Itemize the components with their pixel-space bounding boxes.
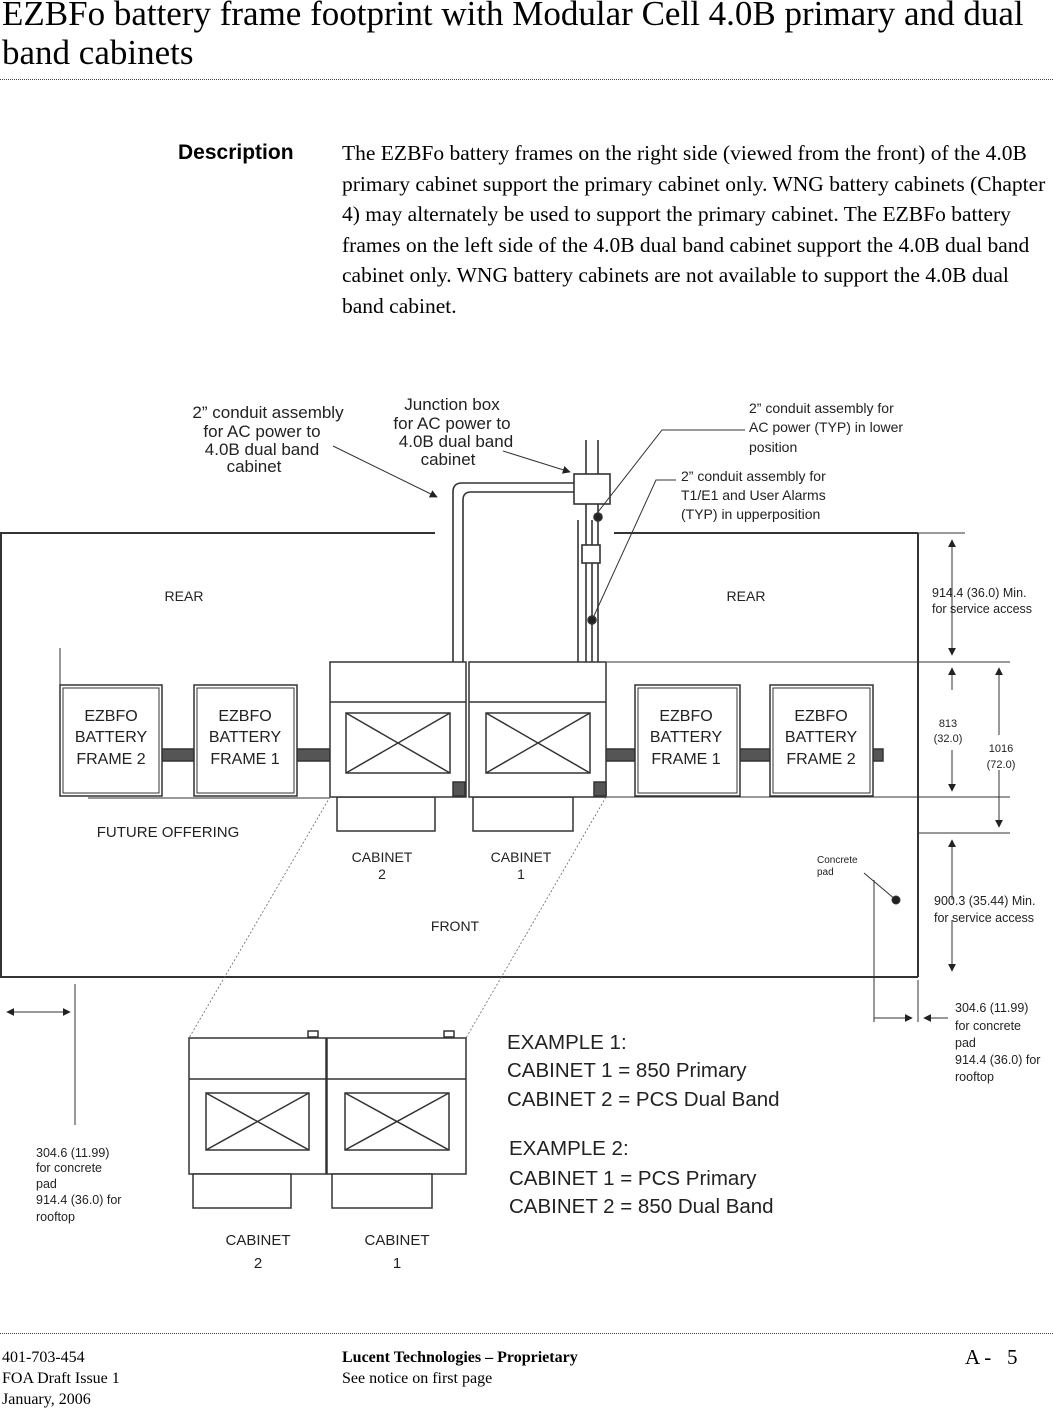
svg-text:(72.0): (72.0) bbox=[986, 759, 1016, 771]
svg-text:EXAMPLE 1:: EXAMPLE 1: bbox=[507, 1031, 627, 1054]
svg-text:CABINET 1 = PCS Primary: CABINET 1 = PCS Primary bbox=[509, 1167, 757, 1190]
header-rule bbox=[0, 79, 1053, 80]
svg-text:EZBFO: EZBFO bbox=[794, 708, 848, 725]
rear-left-label: REAR bbox=[164, 588, 204, 604]
footer-rule bbox=[0, 1333, 1053, 1334]
svg-text:pad: pad bbox=[36, 1177, 57, 1191]
page-title: EZBFo battery frame footprint with Modular Cell 4.0B primary and dual band cabinets bbox=[2, 0, 1024, 72]
svg-text:rooftop: rooftop bbox=[955, 1070, 994, 1084]
front-cabinet-2-label bbox=[225, 1232, 290, 1272]
svg-text:T1/E1 and User Alarms: T1/E1 and User Alarms bbox=[681, 487, 826, 503]
svg-text:CABINET: CABINET bbox=[351, 849, 413, 865]
doc-number: 401-703-454 bbox=[2, 1349, 85, 1366]
svg-text:CABINET: CABINET bbox=[490, 849, 552, 865]
svg-text:FRAME 1: FRAME 1 bbox=[651, 751, 721, 768]
company-label: Lucent Technologies – Proprietary bbox=[342, 1349, 578, 1366]
svg-text:2: 2 bbox=[253, 1255, 263, 1272]
service-rear-dimension bbox=[932, 586, 1032, 616]
front-label: FRONT bbox=[430, 918, 480, 934]
svg-text:1016: 1016 bbox=[988, 743, 1014, 755]
svg-text:FRAME 2: FRAME 2 bbox=[76, 751, 146, 768]
svg-text:4.0B dual band: 4.0B dual band bbox=[398, 432, 514, 451]
svg-text:BATTERY: BATTERY bbox=[649, 729, 723, 746]
svg-text:pad: pad bbox=[817, 867, 834, 878]
pad-dimension-left bbox=[36, 1146, 121, 1224]
svg-text:(32.0): (32.0) bbox=[933, 733, 963, 745]
footprint-diagram bbox=[0, 385, 1053, 1285]
rear-right-label: REAR bbox=[726, 588, 766, 604]
svg-text:304.6 (11.99): 304.6 (11.99) bbox=[955, 1001, 1029, 1015]
svg-text:EZBFO: EZBFO bbox=[218, 708, 272, 725]
svg-text:for service access: for service access bbox=[932, 602, 1033, 616]
plan-cabinet-2-label bbox=[352, 849, 413, 882]
svg-text:CABINET 2 = PCS Dual Band: CABINET 2 = PCS Dual Band bbox=[507, 1088, 780, 1111]
svg-text:for AC power to: for AC power to bbox=[393, 414, 511, 433]
svg-text:pad: pad bbox=[955, 1036, 976, 1050]
description-text: The EZBFo battery frames on the right side (viewed from the front) of the 4.0B primary cabinet support the primary cabinet only. WNG battery cabinets (Chapter 4) may alternately be used to support the primary cabinet. The EZBFo battery frames on the left side of the 4.0B dual band cabinet support the 4.0B dual band cabinet only. WNG battery cabinets are not available to support the 4.0B dual band cabinet. bbox=[342, 141, 1046, 318]
svg-text:914.4 (36.0) for: 914.4 (36.0) for bbox=[36, 1193, 122, 1207]
callout-junction-box bbox=[393, 395, 513, 469]
plan-cabinets bbox=[330, 662, 606, 831]
svg-text:cabinet: cabinet bbox=[420, 450, 476, 469]
svg-text:CABINET: CABINET bbox=[364, 1232, 430, 1249]
projection-lines bbox=[189, 797, 606, 1038]
svg-text:Junction box: Junction box bbox=[404, 395, 500, 414]
svg-text:2” conduit assembly for: 2” conduit assembly for bbox=[681, 468, 826, 484]
svg-text:(TYP) in upperposition: (TYP) in upperposition bbox=[681, 506, 821, 522]
callout-conduit-ac-dual bbox=[192, 403, 344, 476]
svg-text:BATTERY: BATTERY bbox=[208, 729, 282, 746]
svg-text:2” conduit assembly: 2” conduit assembly bbox=[192, 403, 344, 422]
svg-text:1: 1 bbox=[392, 1255, 402, 1272]
dimension-1016 bbox=[987, 743, 1016, 771]
svg-text:4.0B dual band: 4.0B dual band bbox=[204, 440, 320, 459]
battery-frame-right-1 bbox=[650, 708, 723, 768]
date-label: January, 2006 bbox=[2, 1391, 91, 1408]
svg-text:2” conduit assembly for: 2” conduit assembly for bbox=[749, 400, 894, 416]
svg-text:Concrete: Concrete bbox=[817, 855, 858, 866]
svg-text:EZBFO: EZBFO bbox=[84, 708, 138, 725]
svg-text:AC power (TYP) in lower: AC power (TYP) in lower bbox=[749, 419, 904, 435]
svg-text:304.6 (11.99): 304.6 (11.99) bbox=[36, 1146, 110, 1160]
footer-center bbox=[342, 1347, 578, 1389]
battery-frame-right-2 bbox=[785, 708, 858, 768]
footer-left bbox=[2, 1347, 120, 1410]
front-cabinet-1-label bbox=[364, 1232, 429, 1272]
pad-dimension-right bbox=[955, 1001, 1040, 1084]
svg-text:rooftop: rooftop bbox=[36, 1210, 75, 1224]
svg-text:position: position bbox=[749, 439, 798, 455]
callout-conduit-ac-lower bbox=[749, 400, 903, 455]
svg-text:EZBFO: EZBFO bbox=[659, 708, 713, 725]
battery-frame-left-1 bbox=[209, 708, 282, 768]
svg-text:FRAME 1: FRAME 1 bbox=[210, 751, 280, 768]
front-elevation-cabinets bbox=[189, 1031, 466, 1208]
svg-text:1: 1 bbox=[517, 866, 525, 882]
svg-text:813: 813 bbox=[938, 718, 958, 730]
future-offering-label: FUTURE OFFERING bbox=[96, 824, 240, 841]
svg-text:for concrete: for concrete bbox=[36, 1161, 103, 1175]
svg-text:BATTERY: BATTERY bbox=[74, 729, 148, 746]
svg-text:900.3 (35.44) Min.: 900.3 (35.44) Min. bbox=[934, 894, 1036, 908]
dimension-813 bbox=[934, 718, 963, 745]
svg-text:FRAME 2: FRAME 2 bbox=[786, 751, 856, 768]
description-label: Description bbox=[178, 141, 294, 164]
svg-text:for AC power to: for AC power to bbox=[203, 422, 321, 441]
plan-cabinet-1-label bbox=[491, 849, 552, 882]
issue-label: FOA Draft Issue 1 bbox=[2, 1370, 120, 1387]
example-2 bbox=[509, 1137, 774, 1218]
conduit-pipes bbox=[453, 440, 610, 662]
example-1 bbox=[507, 1031, 780, 1111]
svg-text:914.4 (36.0) Min.: 914.4 (36.0) Min. bbox=[932, 586, 1027, 600]
svg-text:2: 2 bbox=[378, 866, 386, 882]
svg-text:CABINET 2 = 850 Dual Band: CABINET 2 = 850 Dual Band bbox=[509, 1195, 774, 1218]
svg-text:914.4 (36.0) for: 914.4 (36.0) for bbox=[955, 1053, 1041, 1067]
notice-label: See notice on first page bbox=[342, 1370, 493, 1387]
service-front-dimension bbox=[934, 894, 1035, 925]
battery-frame-left-2 bbox=[75, 708, 148, 768]
concrete-pad-label bbox=[817, 855, 858, 878]
page-number: A - 5 bbox=[965, 1345, 1018, 1369]
svg-text:EXAMPLE 2:: EXAMPLE 2: bbox=[509, 1137, 629, 1160]
callout-conduit-t1 bbox=[681, 468, 826, 522]
svg-text:BATTERY: BATTERY bbox=[784, 729, 858, 746]
svg-text:CABINET 1 = 850 Primary: CABINET 1 = 850 Primary bbox=[507, 1059, 747, 1082]
svg-text:cabinet: cabinet bbox=[226, 457, 282, 476]
svg-text:for service access: for service access bbox=[934, 911, 1035, 925]
svg-text:for concrete: for concrete bbox=[955, 1019, 1022, 1033]
svg-text:CABINET: CABINET bbox=[225, 1232, 291, 1249]
